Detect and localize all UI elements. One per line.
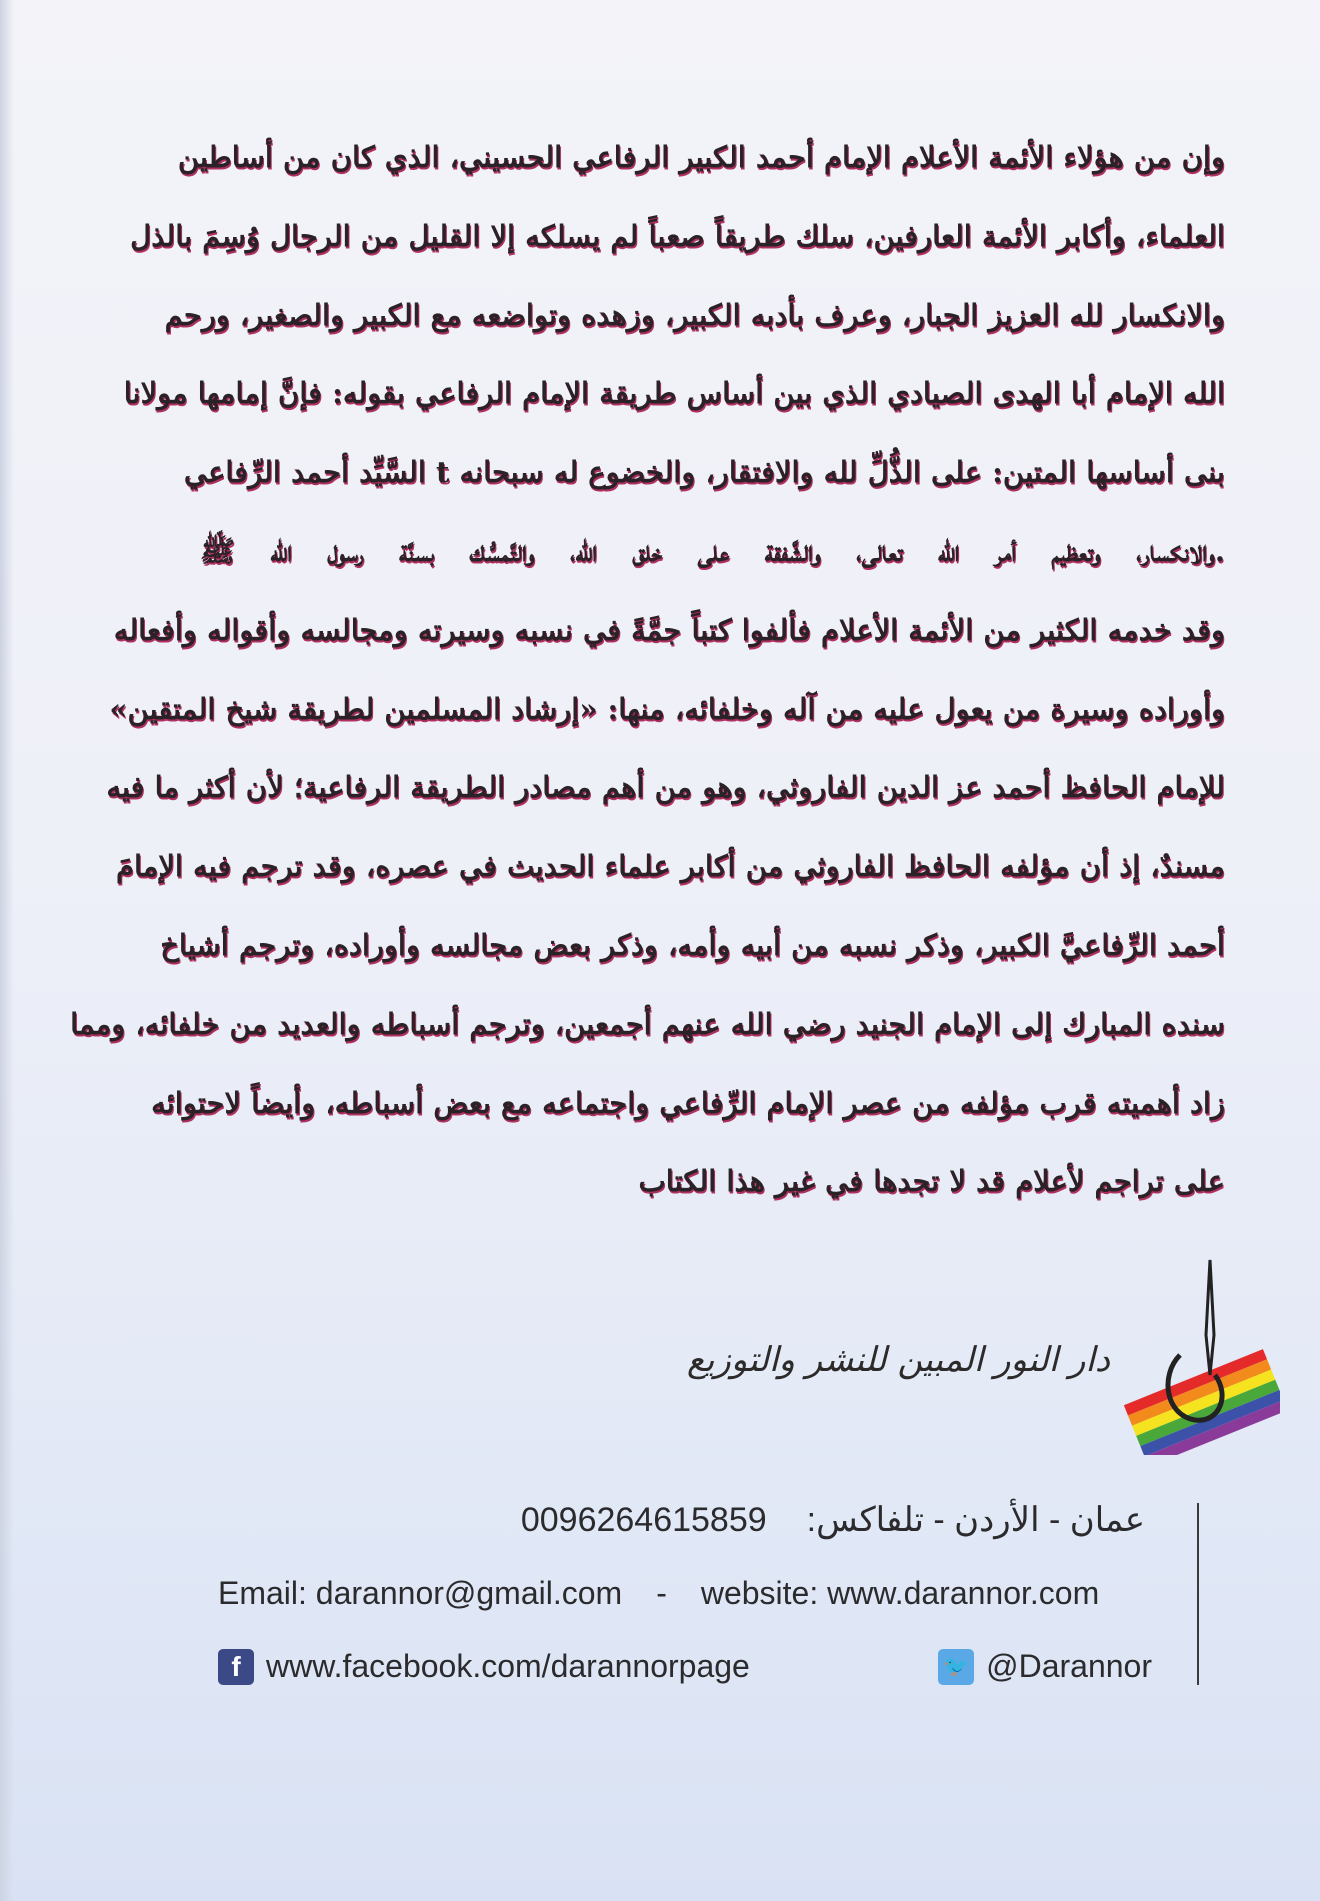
facebook-icon: f [218,1649,254,1685]
text-line: زاد أهميته قرب مؤلفه من عصر الإمام الرِّفاعي واجتماعه مع بعض أسباطه، وأيضاً لاحتوائه [151,1085,1225,1120]
text-line: سنده المبارك إلى الإمام الجنيد رضي الله عنهم أجمعين، وترجم أسباطه والعديد من خلفائه، ومما [70,1006,1225,1041]
text-line: .والانكسار، وتعظيم أمر الله تعالى، والشَّفقة على خلق الله، والتَّمسُّك بسنَّة رسول الله ﷺ [200,533,1225,568]
facebook-url: www.facebook.com/darannorpage [266,1648,750,1684]
facebook-link [218,1648,750,1685]
text-line: الله الإمام أبا الهدى الصيادي الذي بين أساس طريقة الإمام الرفاعي بقوله: فإنَّ إمامها مولانا [123,376,1225,411]
text-line: للإمام الحافظ أحمد عز الدين الفاروثي، وهو من أهم مصادر الطريقة الرفاعية؛ لأن أكثر ما فيه [106,770,1225,805]
text-line: وإن من هؤلاء الأئمة الأعلام الإمام أحمد الكبير الرفاعي الحسيني، الذي كان من أساطين [177,140,1225,174]
email: Email: darannor@gmail.com [218,1575,623,1611]
text-line: أحمد الرِّفاعيَّ الكبير، وذكر نسبه من أبيه وأمه، وذكر بعض مجالسه وأوراده، وترجم أشياخ [160,927,1225,962]
website: website: www.darannor.com [700,1575,1100,1611]
text-line: والانكسار لله العزيز الجبار، وعرف بأدبه الكبير، وزهده وتواضعه مع الكبير والصغير، ورحم [164,297,1225,332]
text-line: بنى أساسها المتين: على الذُّلِّ لله والافتقار، والخضوع له سبحانه t السَّيِّد أحمد الرِّفاعي [183,455,1225,490]
separator: - [656,1575,667,1611]
phone-number: 0096264615859 [520,1501,767,1539]
text-line: وقد خدمه الكثير من الأئمة الأعلام فألفوا كتباً جمَّةً في نسبه وسيرته ومجالسه وأقواله وأفعاله [113,612,1225,647]
twitter-handle: @Darannor [986,1648,1152,1684]
text-line: مسندٌ، إذ أن مؤلفه الحافظ الفاروثي من أكابر علماء الحديث في عصره، وقد ترجم فيه الإمامَ [116,849,1225,884]
text-line: وأوراده وسيرة من يعول عليه من آله وخلفائه، منها: «إرشاد المسلمين لطريقة شيخ المتقين» [109,691,1225,726]
location-label: عمان - الأردن - تلفاكس: [806,1501,1145,1539]
book-spine-edge [0,0,14,1901]
email-website [218,1575,1099,1612]
text-line: العلماء، وأكابر الأئمة العارفين، سلك طريقاً صعباً لم يسلكه إلا القليل من الرجال وُسِمَ بالذل [130,218,1225,253]
publisher-logo [1120,1255,1280,1455]
divider [1197,1503,1199,1685]
text-line: على تراجم لأعلام قد لا تجدها في غير هذا الكتاب [638,1164,1225,1199]
twitter-link [938,1648,1152,1685]
publisher-name: دار النور المبين للنشر والتوزيع [686,1340,1110,1380]
blurb-text [70,118,1225,1221]
twitter-icon: 🐦 [938,1649,974,1685]
address-phone [521,1500,1145,1540]
